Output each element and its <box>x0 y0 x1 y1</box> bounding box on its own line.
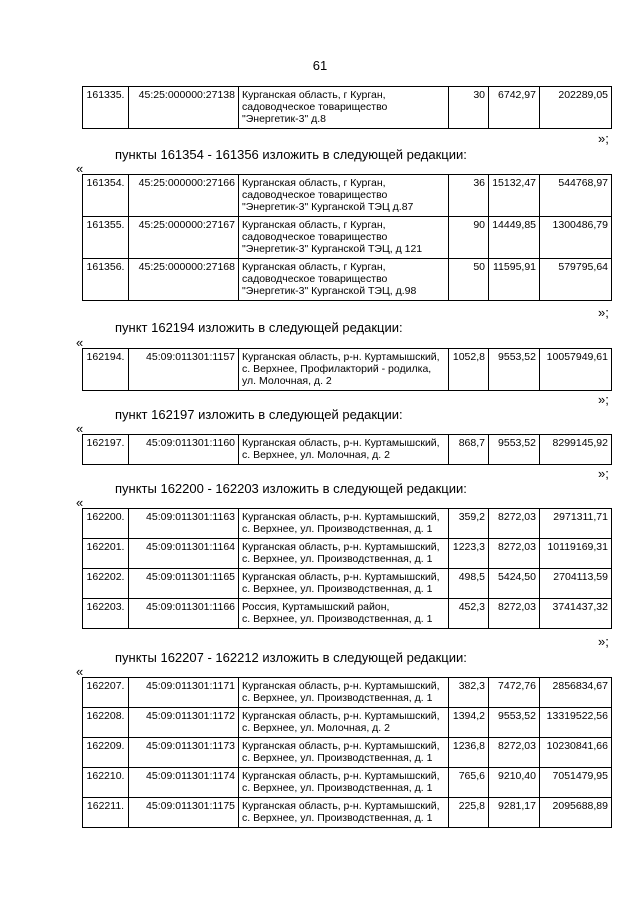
cell-area: 452,3 <box>449 599 489 629</box>
cell-area: 382,3 <box>449 678 489 708</box>
cell-address: Курганская область, р-н. Куртамышский, с. Верхнее, ул. Производственная, д. 1 <box>239 738 449 768</box>
opening-quote: « <box>76 495 84 510</box>
cell-area: 868,7 <box>449 435 489 465</box>
cell-rate: 9553,52 <box>489 435 540 465</box>
cell-address: Курганская область, р-н. Куртамышский, с. Верхнее, ул. Молочная, д. 2 <box>239 708 449 738</box>
cell-total: 2704113,59 <box>540 569 612 599</box>
cell-rate: 8272,03 <box>489 509 540 539</box>
table-block-2 <box>82 348 612 391</box>
cell-address: Курганская область, р-н. Куртамышский, с. Верхнее, ул. Производственная, д. 1 <box>239 768 449 798</box>
cell-total: 1300486,79 <box>540 217 612 259</box>
cell-area: 359,2 <box>449 509 489 539</box>
cell-address: Курганская область, г Курган, садоводческое товарищество "Энергетик-3" Курганской ТЭЦ, д 121 <box>239 217 449 259</box>
closing-quote: »; <box>598 305 609 320</box>
cell-cadastral-code: 45:09:011301:1157 <box>129 349 239 391</box>
cell-cadastral-code: 45:09:011301:1174 <box>129 768 239 798</box>
cell-cadastral-code: 45:09:011301:1163 <box>129 509 239 539</box>
cell-area: 1052,8 <box>449 349 489 391</box>
cell-rate: 11595,91 <box>489 259 540 301</box>
cell-total: 8299145,92 <box>540 435 612 465</box>
cell-total: 202289,05 <box>540 87 612 129</box>
cell-number: 162209. <box>83 738 129 768</box>
cell-area: 225,8 <box>449 798 489 828</box>
cell-area: 30 <box>449 87 489 129</box>
cell-number: 162207. <box>83 678 129 708</box>
cell-rate: 9553,52 <box>489 708 540 738</box>
amendment-heading: пункты 162207 - 162212 изложить в следующей редакции: <box>115 650 467 665</box>
amendment-heading: пункты 162200 - 162203 изложить в следующей редакции: <box>115 481 467 496</box>
table-row <box>83 217 612 259</box>
cell-total: 7051479,95 <box>540 768 612 798</box>
cell-address: Курганская область, г Курган, садоводческое товарищество "Энергетик-3" Курганской ТЭЦ д.87 <box>239 175 449 217</box>
cell-area: 1236,8 <box>449 738 489 768</box>
cell-total: 579795,64 <box>540 259 612 301</box>
page-number: 61 <box>312 58 328 73</box>
cell-total: 544768,97 <box>540 175 612 217</box>
opening-quote: « <box>76 421 84 436</box>
cell-address: Курганская область, р-н. Куртамышский, с. Верхнее, ул. Производственная, д. 1 <box>239 798 449 828</box>
cell-cadastral-code: 45:09:011301:1164 <box>129 539 239 569</box>
amendment-heading: пункт 162194 изложить в следующей редакции: <box>115 320 403 335</box>
cell-cadastral-code: 45:09:011301:1175 <box>129 798 239 828</box>
cell-address: Курганская область, г Курган, садоводческое товарищество "Энергетик-3" Курганской ТЭЦ, д.98 <box>239 259 449 301</box>
cell-cadastral-code: 45:25:000000:27168 <box>129 259 239 301</box>
cell-area: 36 <box>449 175 489 217</box>
cell-number: 161356. <box>83 259 129 301</box>
cell-number: 161355. <box>83 217 129 259</box>
cell-total: 2856834,67 <box>540 678 612 708</box>
table-row <box>83 768 612 798</box>
cell-address: Курганская область, р-н. Куртамышский, с. Верхнее, ул. Производственная, д. 1 <box>239 569 449 599</box>
cell-rate: 6742,97 <box>489 87 540 129</box>
cell-address: Курганская область, р-н. Куртамышский, с. Верхнее, ул. Производственная, д. 1 <box>239 678 449 708</box>
amendment-heading: пункты 161354 - 161356 изложить в следующей редакции: <box>115 147 467 162</box>
cell-number: 162211. <box>83 798 129 828</box>
cell-number: 162203. <box>83 599 129 629</box>
cell-cadastral-code: 45:09:011301:1166 <box>129 599 239 629</box>
cell-cadastral-code: 45:25:000000:27138 <box>129 87 239 129</box>
table-block-4 <box>82 508 612 629</box>
cell-number: 162210. <box>83 768 129 798</box>
opening-quote: « <box>76 664 84 679</box>
cell-cadastral-code: 45:09:011301:1171 <box>129 678 239 708</box>
table-row <box>83 569 612 599</box>
amendment-heading: пункт 162197 изложить в следующей редакции: <box>115 407 403 422</box>
table-row <box>83 738 612 768</box>
cell-address: Курганская область, р-н. Куртамышский, с. Верхнее, ул. Производственная, д. 1 <box>239 509 449 539</box>
cell-area: 90 <box>449 217 489 259</box>
cell-rate: 5424,50 <box>489 569 540 599</box>
cell-number: 162201. <box>83 539 129 569</box>
cell-rate: 15132,47 <box>489 175 540 217</box>
cell-total: 10230841,66 <box>540 738 612 768</box>
cell-rate: 9553,52 <box>489 349 540 391</box>
table-row <box>83 259 612 301</box>
cell-number: 162197. <box>83 435 129 465</box>
cell-cadastral-code: 45:09:011301:1165 <box>129 569 239 599</box>
table-row <box>83 539 612 569</box>
cell-area: 498,5 <box>449 569 489 599</box>
cell-rate: 9210,40 <box>489 768 540 798</box>
opening-quote: « <box>76 161 84 176</box>
table-row <box>83 599 612 629</box>
cell-area: 1394,2 <box>449 708 489 738</box>
closing-quote: »; <box>598 634 609 649</box>
cell-rate: 14449,85 <box>489 217 540 259</box>
cell-rate: 8272,03 <box>489 539 540 569</box>
cell-cadastral-code: 45:09:011301:1172 <box>129 708 239 738</box>
closing-quote: »; <box>598 131 609 146</box>
opening-quote: « <box>76 335 84 350</box>
cell-total: 2095688,89 <box>540 798 612 828</box>
table-row <box>83 435 612 465</box>
table-block-3 <box>82 434 612 465</box>
cell-rate: 8272,03 <box>489 738 540 768</box>
cell-total: 10119169,31 <box>540 539 612 569</box>
closing-quote: »; <box>598 392 609 407</box>
table-row <box>83 87 612 129</box>
table-row <box>83 175 612 217</box>
cell-rate: 7472,76 <box>489 678 540 708</box>
cell-number: 162208. <box>83 708 129 738</box>
cell-number: 161335. <box>83 87 129 129</box>
cell-address: Курганская область, р-н. Куртамышский, с. Верхнее, ул. Молочная, д. 2 <box>239 435 449 465</box>
table-block-5 <box>82 677 612 828</box>
cell-address: Россия, Куртамышский район, с. Верхнее, ул. Производственная, д. 1 <box>239 599 449 629</box>
cell-number: 162200. <box>83 509 129 539</box>
cell-cadastral-code: 45:09:011301:1160 <box>129 435 239 465</box>
cell-address: Курганская область, г Курган, садоводческое товарищество "Энергетик-3" д.8 <box>239 87 449 129</box>
table-block-0 <box>82 86 612 129</box>
table-row <box>83 678 612 708</box>
cell-area: 765,6 <box>449 768 489 798</box>
cell-number: 162194. <box>83 349 129 391</box>
cell-cadastral-code: 45:25:000000:27167 <box>129 217 239 259</box>
cell-total: 10057949,61 <box>540 349 612 391</box>
cell-rate: 9281,17 <box>489 798 540 828</box>
cell-cadastral-code: 45:25:000000:27166 <box>129 175 239 217</box>
cell-number: 162202. <box>83 569 129 599</box>
cell-number: 161354. <box>83 175 129 217</box>
table-block-1 <box>82 174 612 301</box>
table-row <box>83 798 612 828</box>
cell-address: Курганская область, р-н. Куртамышский, с. Верхнее, Профилакторий - родилка, ул. Молочная, д. 2 <box>239 349 449 391</box>
closing-quote: »; <box>598 466 609 481</box>
cell-rate: 8272,03 <box>489 599 540 629</box>
table-row <box>83 349 612 391</box>
cell-total: 13319522,56 <box>540 708 612 738</box>
table-row <box>83 509 612 539</box>
table-row <box>83 708 612 738</box>
cell-area: 1223,3 <box>449 539 489 569</box>
cell-area: 50 <box>449 259 489 301</box>
cell-total: 3741437,32 <box>540 599 612 629</box>
cell-cadastral-code: 45:09:011301:1173 <box>129 738 239 768</box>
cell-address: Курганская область, р-н. Куртамышский, с. Верхнее, ул. Производственная, д. 1 <box>239 539 449 569</box>
cell-total: 2971311,71 <box>540 509 612 539</box>
